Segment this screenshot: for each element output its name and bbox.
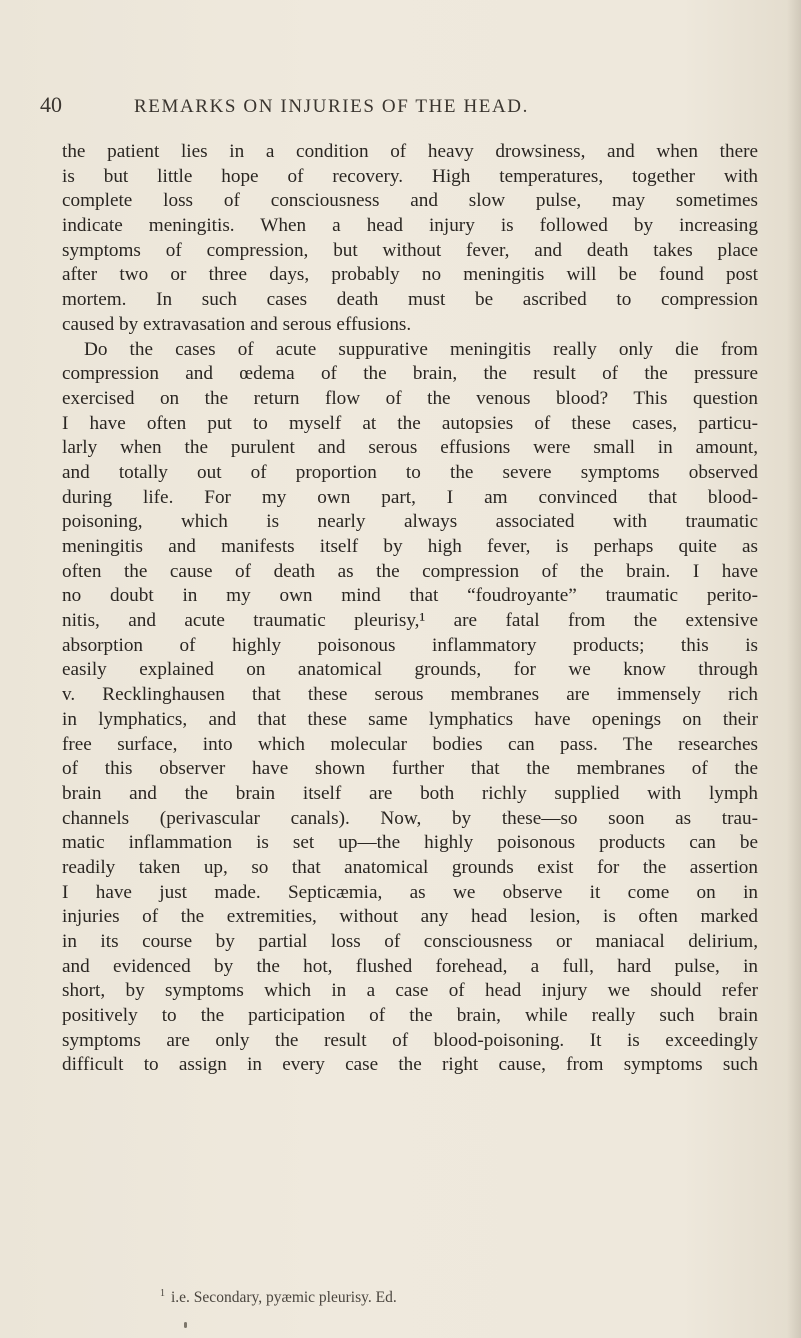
text-line: in lymphatics, and that these same lymphatics have openings on their [62, 708, 758, 730]
text-line: positively to the participation of the brain, while really such brain [62, 1005, 758, 1027]
text-line: matic inflammation is set up—the highly poisonous products can be [62, 832, 758, 854]
text-line: larly when the purulent and serous effusions were small in amount, [62, 437, 758, 459]
text-line: during life. For my own part, I am convinced that blood- [62, 486, 758, 508]
text-line: absorption of highly poisonous inflammatory products; this is [62, 634, 758, 656]
text-line: difficult to assign in every case the right cause, from symptoms such [62, 1054, 758, 1076]
text-line: nitis, and acute traumatic pleurisy,¹ are fatal from the extensive [62, 610, 758, 632]
text-line: symptoms are only the result of blood-poisoning. It is exceedingly [62, 1029, 758, 1051]
text-line: v. Recklinghausen that these serous membranes are immensely rich [62, 684, 758, 706]
text-line: often the cause of death as the compression of the brain. I have [62, 560, 758, 582]
page-edge-shadow [787, 0, 801, 1338]
text-line: caused by extravasation and serous effusions. [62, 313, 412, 335]
page-number: 40 [40, 92, 62, 117]
text-line: I have just made. Septicæmia, as we observe it come on in [62, 881, 758, 903]
running-head: REMARKS ON INJURIES OF THE HEAD. [134, 96, 529, 117]
text-line: brain and the brain itself are both richly supplied with lymph [62, 782, 758, 804]
footnote-marker: 1 [160, 1288, 165, 1299]
footnote-text: i.e. Secondary, pyæmic pleurisy. Ed. [171, 1289, 397, 1306]
text-line: in its course by partial loss of consciousness or maniacal delirium, [62, 931, 758, 952]
text-line: exercised on the return flow of the venous blood? This question [62, 387, 758, 409]
text-line: readily taken up, so that anatomical grounds exist for the assertion [62, 856, 758, 878]
text-line: after two or three days, probably no meningitis will be found post [62, 264, 758, 286]
footnote [160, 1288, 397, 1307]
text-line: free surface, into which molecular bodies can pass. The researches [62, 733, 758, 755]
text-line: short, by symptoms which in a case of head injury we should refer [62, 980, 758, 1002]
text-line: and totally out of proportion to the severe symptoms observed [62, 461, 758, 483]
text-line: the patient lies in a condition of heavy drowsiness, and when there [62, 141, 758, 162]
text-line: is but little hope of recovery. High temperatures, together with [62, 165, 758, 187]
text-line: and evidenced by the hot, flushed forehead, a full, hard pulse, in [62, 955, 758, 977]
body-text [62, 140, 758, 1078]
text-line: easily explained on anatomical grounds, for we know through [62, 659, 758, 681]
text-line: symptoms of compression, but without fever, and death takes place [62, 239, 758, 261]
text-line: complete loss of consciousness and slow pulse, may sometimes [62, 190, 758, 212]
text-line: of this observer have shown further that the membranes of the [62, 758, 758, 780]
text-line: Do the cases of acute suppurative meningitis really only die from [84, 338, 758, 360]
text-line: indicate meningitis. When a head injury is followed by increasing [62, 215, 758, 237]
text-line: injuries of the extremities, without any head lesion, is often marked [62, 906, 758, 928]
ink-speck [184, 1322, 187, 1328]
text-line: compression and œdema of the brain, the result of the pressure [62, 363, 758, 385]
text-line: mortem. In such cases death must be ascribed to compression [62, 289, 758, 311]
text-line: no doubt in my own mind that “foudroyante” traumatic perito- [62, 585, 758, 607]
text-line: poisoning, which is nearly always associated with traumatic [62, 511, 758, 533]
page-header [40, 92, 760, 120]
text-line: channels (perivascular canals). Now, by these—so soon as trau- [62, 807, 758, 829]
text-line: meningitis and manifests itself by high fever, is perhaps quite as [62, 536, 758, 557]
text-line: I have often put to myself at the autopsies of these cases, particu- [62, 412, 758, 434]
